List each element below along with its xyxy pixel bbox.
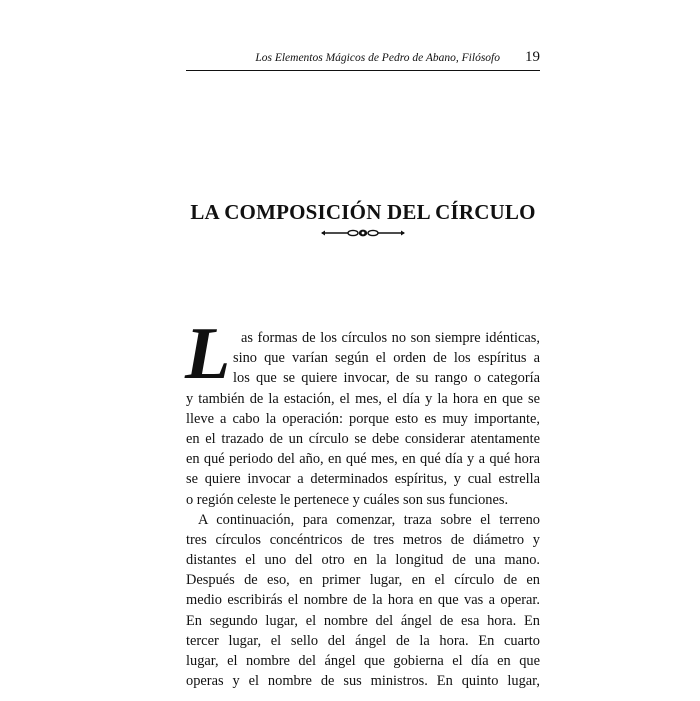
text-line: tercer lugar, el sello del ángel de la hora. En cuarto <box>186 632 540 649</box>
text-line: sino que varían según el orden de los espíritus a <box>233 350 540 367</box>
text-line: en el trazado de un círculo se debe considerar atentamente <box>186 430 540 447</box>
header-rule <box>186 70 540 71</box>
text-line: operas y el nombre de sus ministros. En quinto lugar, <box>186 673 540 690</box>
text-line: los que se quiere invocar, de su rango o categoría <box>233 370 540 387</box>
running-header <box>186 49 540 69</box>
drop-cap: L <box>185 313 231 395</box>
text-line: lugar, el nombre del ángel que gobierna el día en que <box>186 653 540 669</box>
text-line: o región celeste le pertenece y cuáles son sus funciones. <box>186 491 509 508</box>
text-line: A continuación, para comenzar, traza sobre el terreno <box>198 511 540 528</box>
text-line: as formas de los círculos no son siempre idénticas, <box>241 330 540 346</box>
chapter-title: LA COMPOSICIÓN DEL CÍRCULO <box>190 200 536 224</box>
page-number: 19 <box>525 49 540 65</box>
text-line: se quiere invocar a determinados espíritus, y cual estrella <box>186 471 540 488</box>
text-line: En segundo lugar, el nombre del ángel de esa hora. En <box>186 612 540 629</box>
text-line: y también de la estación, el mes, el día y la hora en que se <box>186 390 540 407</box>
text-line: Después de eso, en primer lugar, en el círculo de en <box>186 572 540 589</box>
text-line: en qué periodo del año, en qué mes, en qué día y a qué hora <box>186 451 540 468</box>
running-title: Los Elementos Mágicos de Pedro de Abano, Filósofo <box>255 52 500 64</box>
fleuron-ornament-icon <box>320 227 406 239</box>
text-line: tres círculos concéntricos de tres metros de diámetro y <box>186 531 540 548</box>
text-line: distantes el uno del otro en la longitud de una mano. <box>186 552 540 569</box>
body-text <box>186 328 540 691</box>
text-line: lleve a cabo la operación: porque esto es muy importante, <box>186 410 540 427</box>
text-line: medio escribirás el nombre de la hora en que vas a operar. <box>186 592 540 609</box>
